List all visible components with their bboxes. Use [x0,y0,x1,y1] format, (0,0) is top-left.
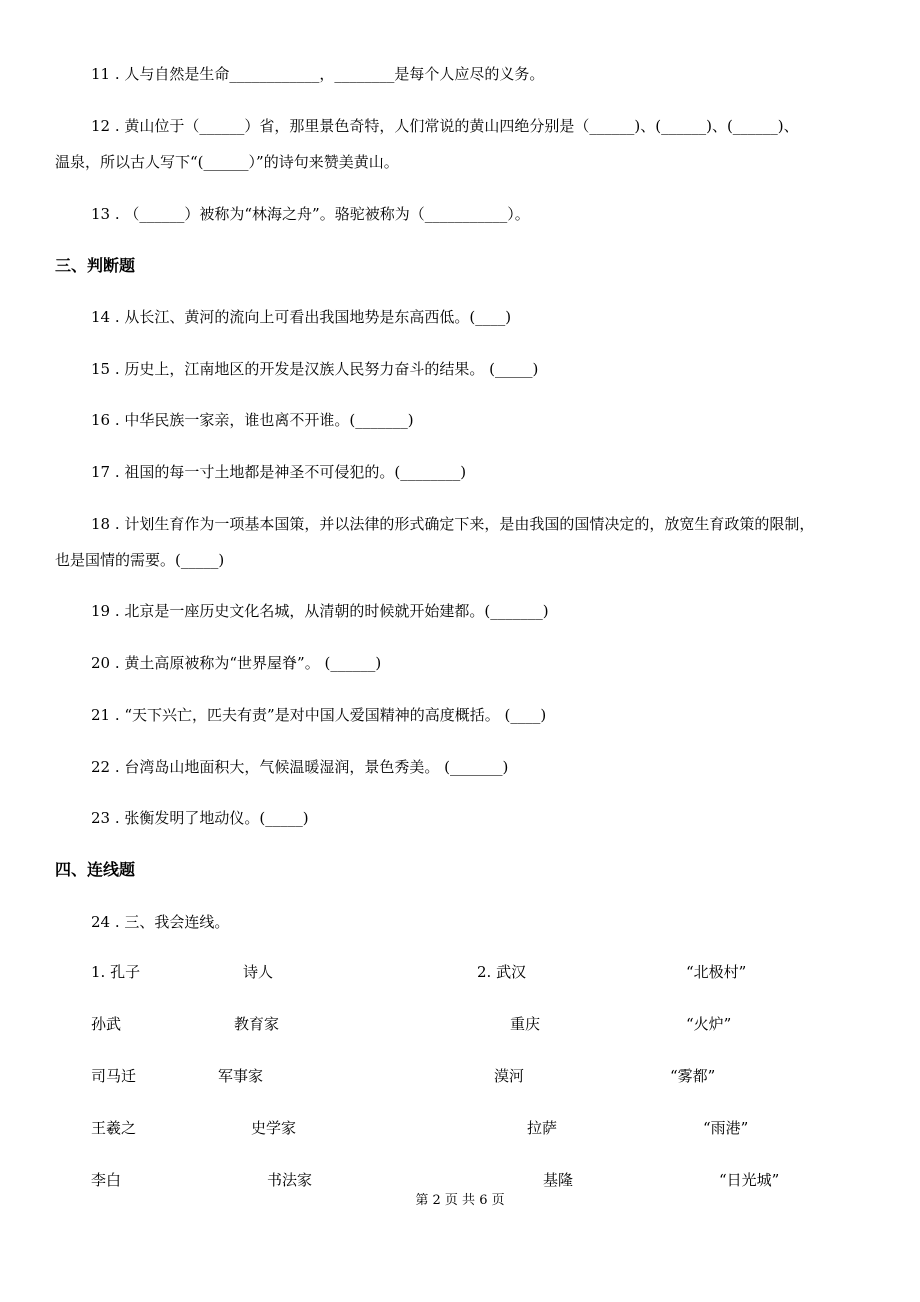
match-person-4: 王羲之 [91,1119,137,1137]
question-17: 17 . 祖国的每一寸土地都是神圣不可侵犯的。(________) [91,463,467,481]
question-23: 23 . 张衡发明了地动仪。(_____) [91,809,309,827]
match-nickname-1: “北极村” [686,963,747,981]
question-20: 20 . 黄土高原被称为“世界屋脊”。 (______) [91,654,382,672]
question-14: 14 . 从长江、黄河的流向上可看出我国地势是东高西低。(____) [91,308,512,326]
match-role-4: 史学家 [251,1119,297,1137]
match-person-3: 司马迁 [91,1067,137,1085]
question-21: 21 . “天下兴亡，匹夫有责”是对中国人爱国精神的高度概括。 (____) [91,706,547,724]
match-nickname-4: “雨港” [703,1119,749,1137]
match-role-3: 军事家 [218,1067,264,1085]
question-16: 16 . 中华民族一家亲，谁也离不开谁。(_______) [91,411,414,429]
question-18: 18 . 计划生育作为一项基本国策，并以法律的形式确定下来，是由我国的国情决定的，放宽生育政策的限制， [91,515,815,533]
question-22: 22 . 台湾岛山地面积大，气候温暖湿润，景色秀美。 (_______) [91,758,509,776]
match-role-5: 书法家 [267,1171,313,1189]
question-15: 15 . 历史上，江南地区的开发是汉族人民努力奋斗的结果。 (_____) [91,360,539,378]
match-city-4: 拉萨 [527,1119,558,1137]
match-nickname-3: “雾都” [670,1067,716,1085]
question-12: 12 . 黄山位于（______）省，那里景色奇特，人们常说的黄山四绝分别是（______)、(______)、(______)、 [91,117,799,135]
question-24: 24 . 三、我会连线。 [91,913,230,931]
match-role-1: 诗人 [243,963,274,981]
match-person-2: 孙武 [91,1015,122,1033]
page-number: 第 2 页 共 6 页 [415,1193,505,1208]
question-11: 11 . 人与自然是生命____________，________是每个人应尽的义务。 [91,65,545,83]
match-role-2: 教育家 [234,1015,280,1033]
question-13: 13 . （______）被称为“林海之舟”。骆驼被称为（___________）。 [91,205,530,223]
match-person-5: 李白 [91,1171,122,1189]
match-nickname-5: “日光城” [719,1171,780,1189]
match-person-1: 1. 孔子 [91,963,141,981]
match-city-5: 基隆 [543,1171,574,1189]
question-19: 19 . 北京是一座历史文化名城，从清朝的时候就开始建都。(_______) [91,602,549,620]
match-city-2: 重庆 [510,1015,541,1033]
match-nickname-2: “火炉” [686,1015,732,1033]
question-18-continued: 也是国情的需要。(_____) [55,551,225,569]
section-heading-matching: 四、连线题 [55,860,136,879]
match-city-1: 2. 武汉 [477,963,527,981]
question-12-continued: 温泉，所以古人写下“(______）”的诗句来赞美黄山。 [55,153,399,171]
match-city-3: 漠河 [494,1067,525,1085]
section-heading-judgement: 三、判断题 [55,256,136,275]
